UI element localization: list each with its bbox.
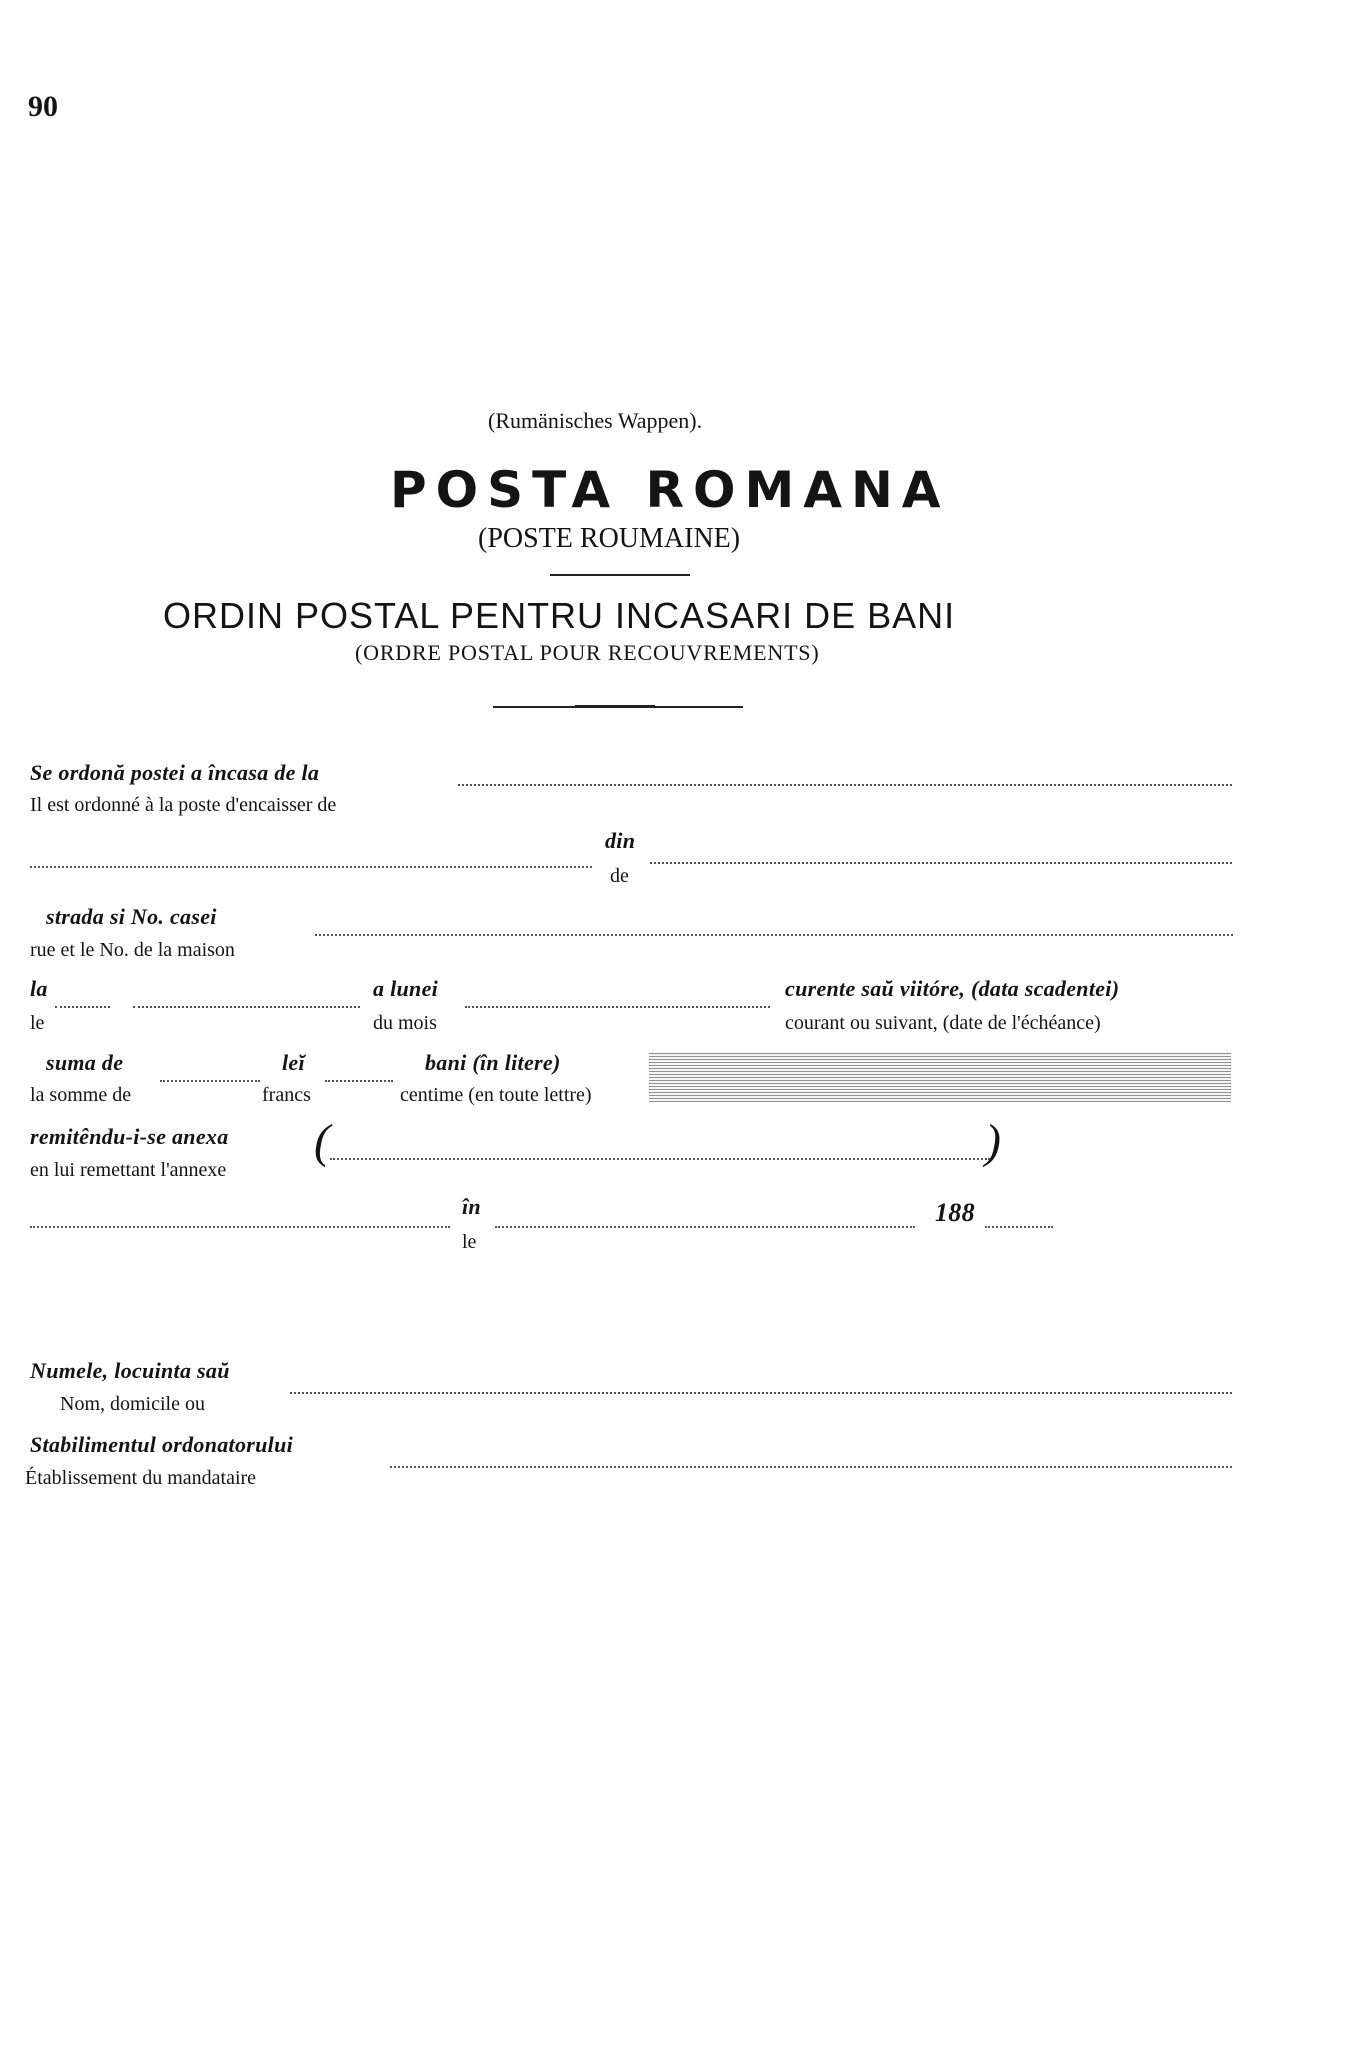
order-payer-field[interactable] xyxy=(458,784,1232,786)
from-label-fr: de xyxy=(610,865,629,887)
establishment-label-ro: Stabilimentul ordonatorului xyxy=(30,1432,294,1457)
name-address-field[interactable] xyxy=(290,1392,1232,1394)
in-label-fr: le xyxy=(462,1231,477,1253)
payer-name-field[interactable] xyxy=(30,866,592,868)
in-label-ro: în xyxy=(462,1194,481,1219)
annex-bracket-close: ) xyxy=(985,1115,1001,1168)
year-field[interactable] xyxy=(985,1226,1053,1228)
annex-bracket-open: ( xyxy=(314,1115,330,1168)
sum-label-fr: la somme de xyxy=(30,1084,132,1106)
street-label-ro: strada si No. casei xyxy=(46,904,217,929)
form-subheading: (ORDRE POSTAL POUR RECOUVREMENTS) xyxy=(355,640,820,665)
due-date-label-fr: courant ou suivant, (date de l'échéance) xyxy=(785,1012,1101,1034)
street-field[interactable] xyxy=(315,934,1233,936)
lei-label-fr: francs xyxy=(262,1084,311,1106)
lei-amount-field[interactable] xyxy=(160,1080,260,1082)
name-label-ro: Numele, locuinta saŭ xyxy=(30,1358,230,1383)
day-field-extra[interactable] xyxy=(133,1006,360,1008)
heading-divider-thick xyxy=(575,705,655,708)
page-number: 90 xyxy=(28,90,58,123)
bani-label-fr: centime (en toute lettre) xyxy=(400,1084,592,1106)
order-label-ro: Se ordonă postei a încasa de la xyxy=(30,760,320,785)
lei-label-ro: leĭ xyxy=(282,1050,305,1075)
amount-in-words-shaded-field[interactable] xyxy=(649,1052,1231,1102)
month-field[interactable] xyxy=(465,1006,770,1008)
due-date-label-ro: curente saŭ viitóre, (data scadentei) xyxy=(785,976,1120,1001)
name-label-fr: Nom, domicile ou xyxy=(60,1393,205,1415)
month-label-ro: a lunei xyxy=(373,976,439,1001)
page-subtitle: (POSTE ROUMAINE) xyxy=(478,523,741,554)
month-label-fr: du mois xyxy=(373,1012,437,1034)
coat-of-arms-note: (Rumänisches Wappen). xyxy=(488,408,703,433)
date-label-ro: la xyxy=(30,976,48,1001)
bani-label-ro: bani (în litere) xyxy=(425,1050,561,1075)
sum-label-ro: suma de xyxy=(46,1050,124,1075)
issue-place-field[interactable] xyxy=(30,1226,450,1228)
date-label-fr: le xyxy=(30,1012,45,1034)
establishment-label-fr: Établissement du mandataire xyxy=(25,1467,257,1489)
title-divider xyxy=(550,574,690,576)
day-field[interactable] xyxy=(55,1006,110,1008)
establishment-field[interactable] xyxy=(390,1466,1232,1468)
street-label-fr: rue et le No. de la maison xyxy=(30,939,235,961)
annex-label-ro: remitêndu-i-se anexa xyxy=(30,1124,229,1149)
bani-amount-field[interactable] xyxy=(325,1080,393,1082)
page-title: POSTA ROMANA xyxy=(390,461,950,519)
form-heading: ORDIN POSTAL PENTRU INCASARI DE BANI xyxy=(163,595,956,636)
issue-date-field[interactable] xyxy=(495,1226,915,1228)
payer-place-field[interactable] xyxy=(650,862,1232,864)
from-label-ro: din xyxy=(605,828,636,853)
year-prefix: 188 xyxy=(935,1198,975,1227)
annex-field[interactable] xyxy=(330,1158,990,1160)
order-label-fr: Il est ordonné à la poste d'encaisser de xyxy=(30,794,337,816)
annex-label-fr: en lui remettant l'annexe xyxy=(30,1159,227,1181)
